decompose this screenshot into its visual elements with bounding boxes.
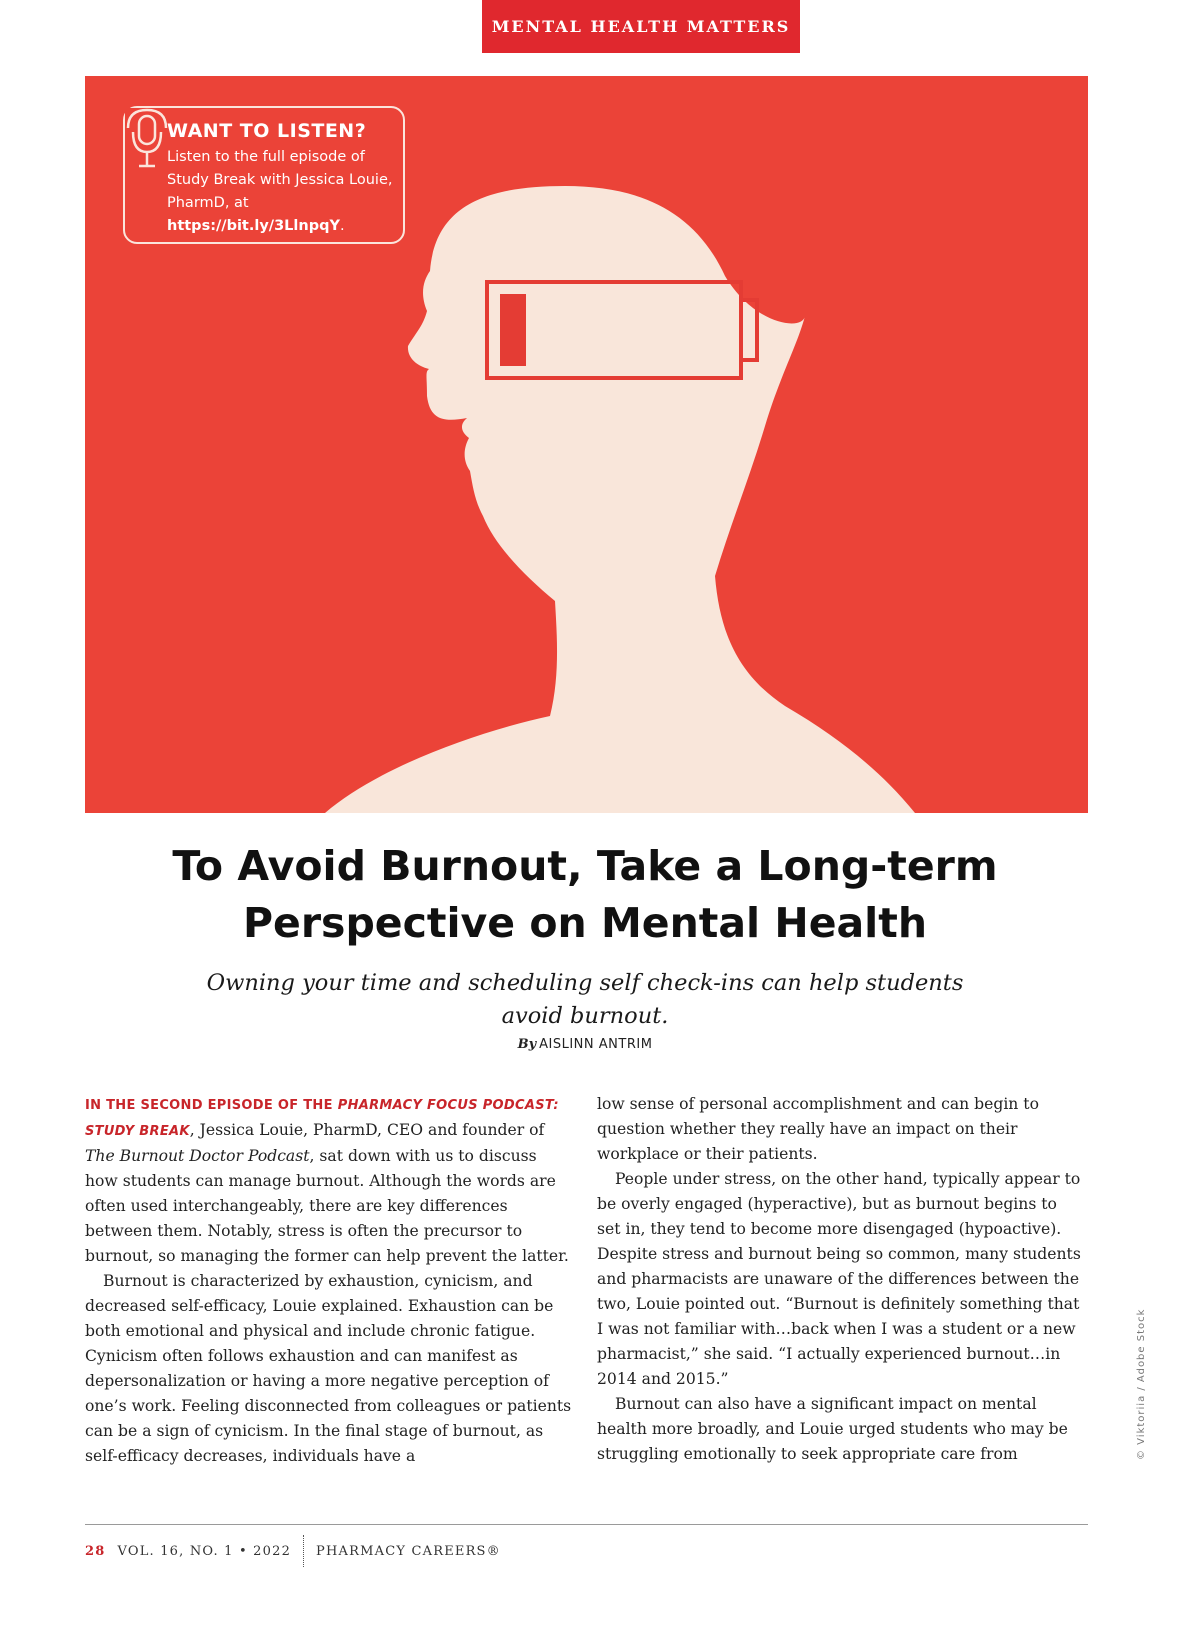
listen-body: Listen to the full episode of Study Break with Jessica Louie, PharmD, at https://bit.ly/3LlnpqY. [167,149,393,234]
section-label: MENTAL HEALTH MATTERS [482,0,800,53]
issue-info: VOL. 16, NO. 1 • 2022 [117,1543,292,1559]
microphone-icon [125,108,169,174]
listen-callout [123,106,405,244]
intro-paragraph: IN THE SECOND EPISODE OF THE PHARMACY FOCUS PODCAST: STUDY BREAK, Jessica Louie, PharmD, CEO and founder of The Burnout Doctor Podcast, sat down with us to discuss how students can manage burnout. Although the words are often used interchangeably, there are key differences between them. Notably, stress is often the precursor to burnout, so managing the former can help prevent the latter. [85,1098,569,1265]
byline: By AISLINN ANTRIM [517,1037,653,1052]
article-column-right [597,1092,1084,1467]
body-paragraph: People under stress, on the other hand, typically appear to be overly engaged (hyperactive), but as burnout begins to set in, they tend to become more disengaged (hypoactive). Despite stress and burnout being so common, many students and pharmacists are unaware of the differences between the two, Louie pointed out. “Burnout is definitely something that I was not familiar with…back when I was a student or a new pharmacist,” she said. “I actually experienced burnout…in 2014 and 2015.” [597,1170,1081,1388]
publication-name: PHARMACY CAREERS® [316,1543,501,1559]
page-number: 28 [85,1543,106,1559]
body-paragraph: Burnout is characterized by exhaustion, cynicism, and decreased self-efficacy, Louie explained. Exhaustion can be both emotional and physical and include chronic fatigue. Cynicism often follows exhaustion and can manifest as depersonalization or having a more negative perception of one’s work. Feeling disconnected from colleagues or patients can be a sign of cynicism. In the final stage of burnout, as self-efficacy decreases, individuals have a [85,1272,572,1465]
article-subtitle: Owning your time and scheduling self check-ins can help students avoid burnout. [206,970,964,1029]
hero-illustration [85,76,1088,813]
episode-link[interactable]: https://bit.ly/3LlnpqY [167,218,340,234]
footer-divider [85,1524,1088,1525]
footer-separator [303,1535,304,1567]
article-title: To Avoid Burnout, Take a Long-term Perspective on Mental Health [172,842,998,947]
article-column-left [85,1092,572,1469]
body-paragraph: Burnout can also have a significant impact on mental health more broadly, and Louie urged students who may be struggling emotionally to seek appropriate care from [597,1395,1068,1463]
author-name: AISLINN ANTRIM [539,1037,653,1052]
listen-heading: WANT TO LISTEN? [167,120,367,142]
body-paragraph: low sense of personal accomplishment and can begin to question whether they really have an impact on their workplace or their patients. [597,1095,1039,1163]
page-footer [85,1535,501,1567]
photo-credit: © Viktoriia / Adobe Stock [1136,1308,1147,1460]
